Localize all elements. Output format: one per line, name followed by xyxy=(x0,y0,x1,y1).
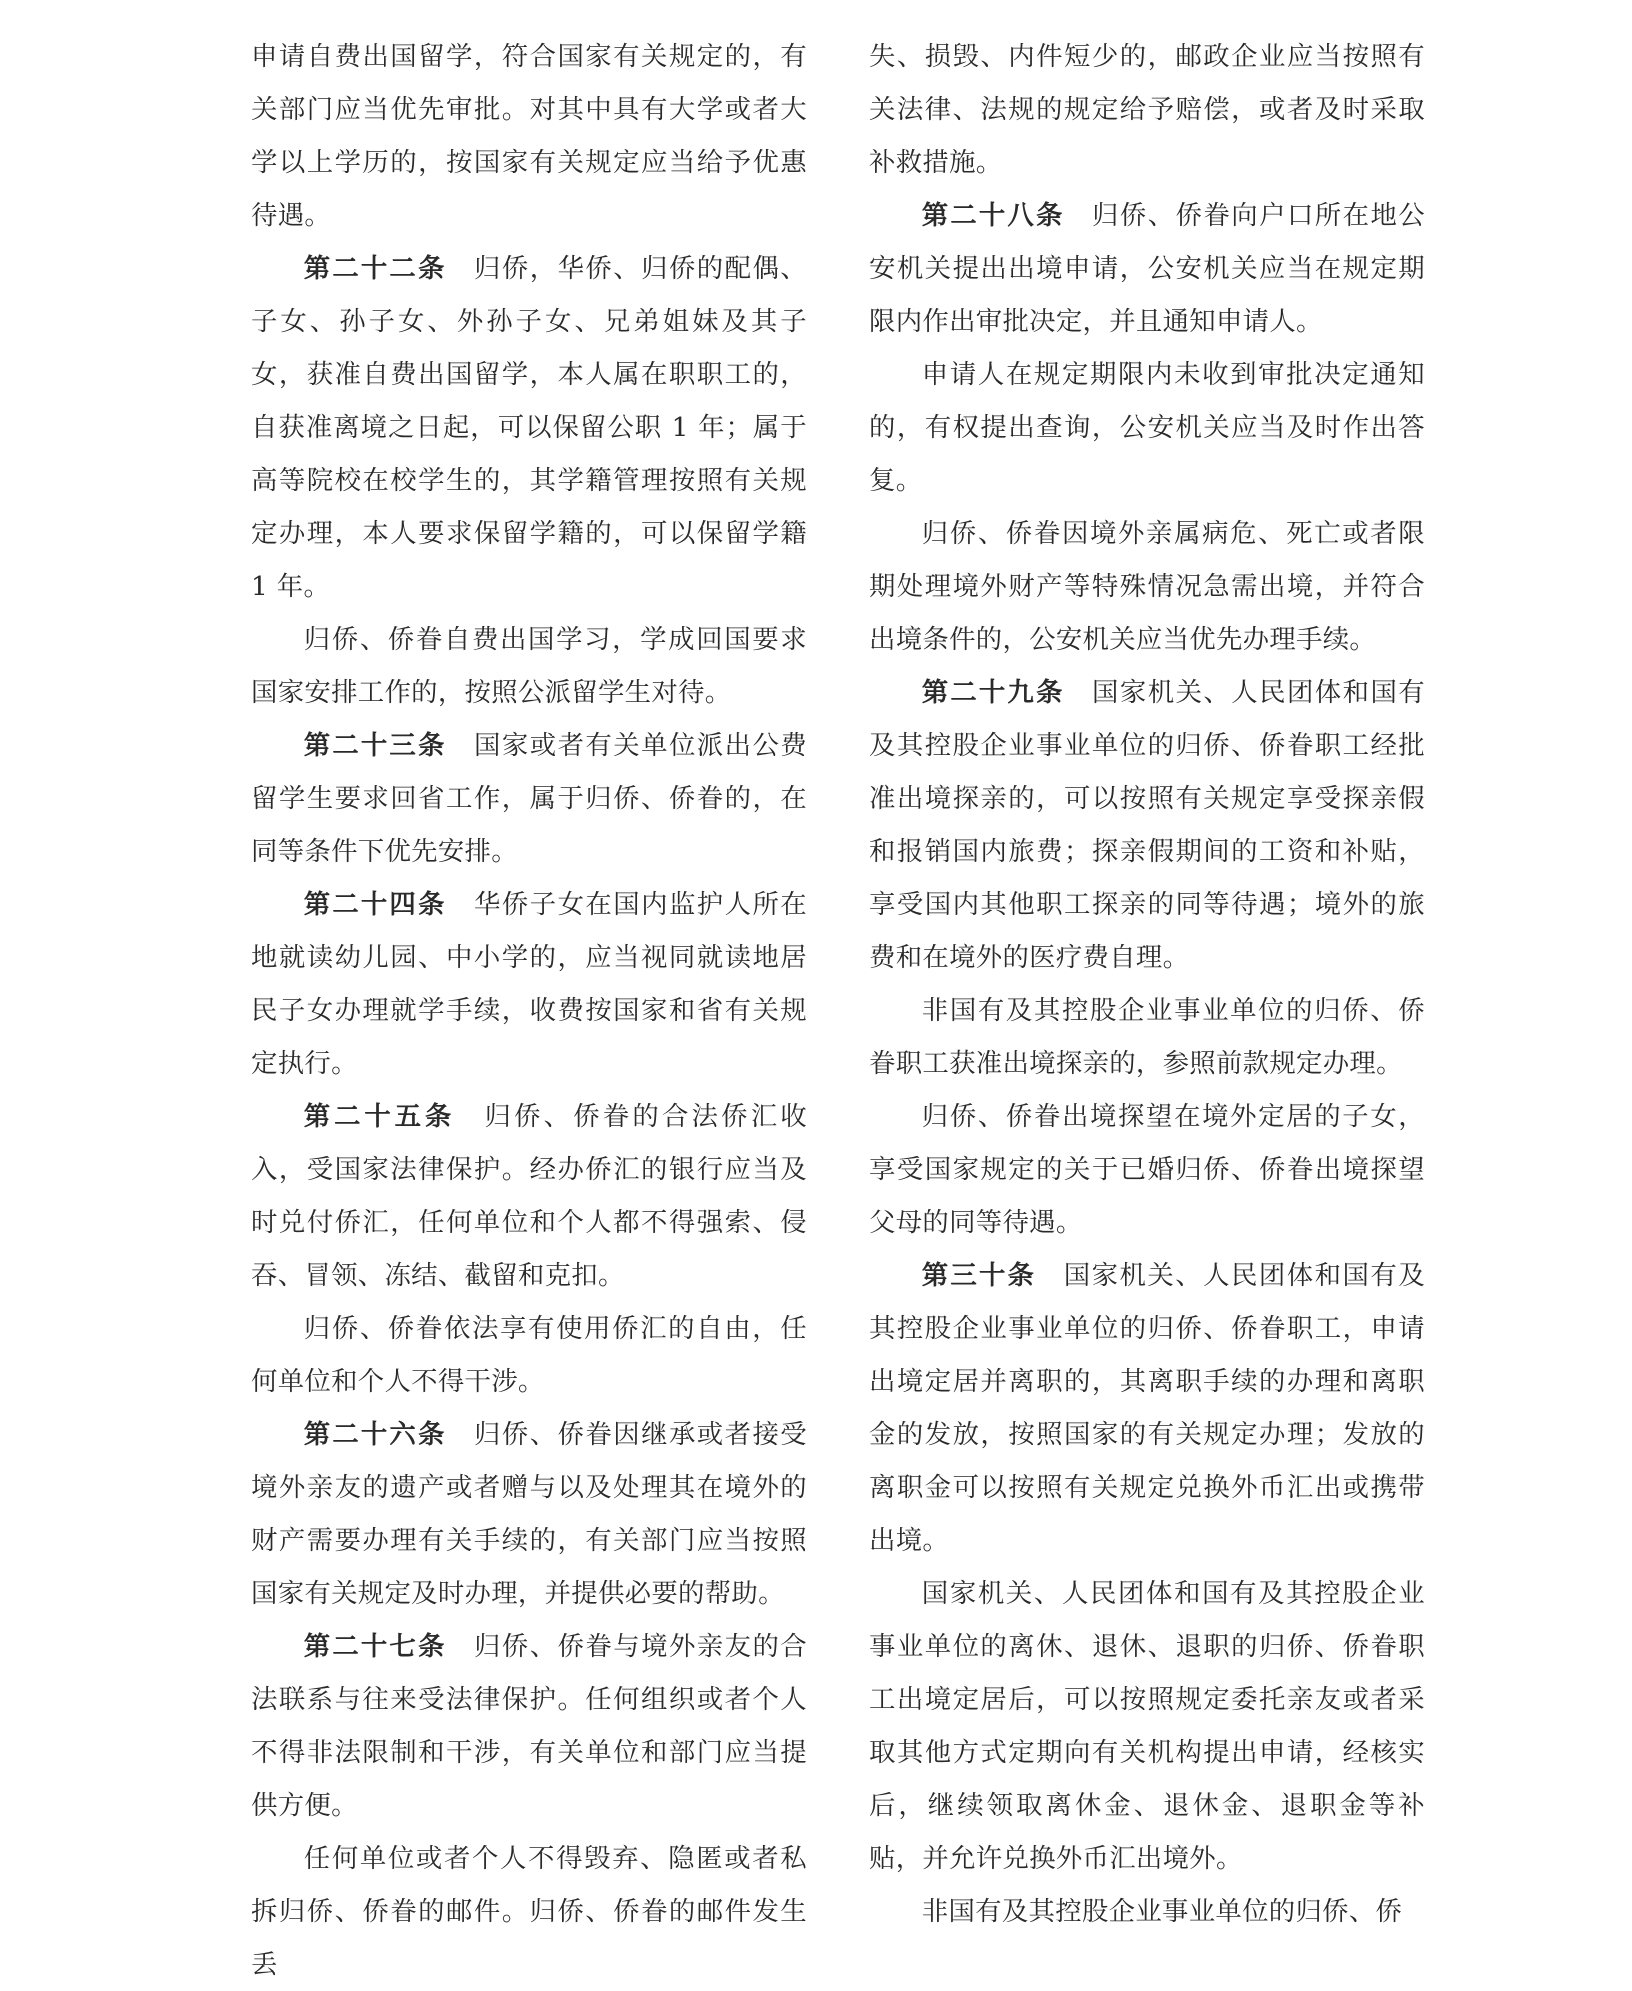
paragraph-text: 归侨、侨眷出境探望在境外定居的子女，享受国家规定的关于已婚归侨、侨眷出境探望父母的同等待遇。 xyxy=(869,1101,1425,1238)
paragraph xyxy=(251,613,807,719)
article-heading: 第二十五条 xyxy=(303,1101,456,1132)
paragraph-text: 国家或者有关单位派出公费留学生要求回省工作，属于归侨、侨眷的，在同等条件下优先安排。 xyxy=(251,730,808,867)
paragraph-text: 国家机关、人民团体和国有及其控股企业事业单位的离休、退休、退职的归侨、侨眷职工出境定居后，可以按照规定委托亲友或者采取其他方式定期向有关机构提出申请，经核实后，继续领取离休金、退休金、退职金等补贴，并允许兑换外币汇出境外。 xyxy=(869,1578,1425,1874)
paragraph xyxy=(869,1567,1425,1885)
article-heading: 第二十四条 xyxy=(303,889,447,920)
article-paragraph xyxy=(251,878,807,1090)
paragraph xyxy=(251,1302,807,1408)
paragraph xyxy=(251,30,807,242)
article-heading: 第二十七条 xyxy=(303,1631,447,1662)
article-heading: 第二十九条 xyxy=(921,677,1065,708)
paragraph-text: 归侨，华侨、归侨的配偶、子女、孙子女、外孙子女、兄弟姐妹及其子女，获准自费出国留学，本人属在职职工的，自获准离境之日起，可以保留公职 1 年；属于高等院校在校学生的，其学籍管理按照有关规定办理，本人要求保留学籍的，可以保留学籍 1 年。 xyxy=(251,253,808,602)
paragraph-text: 非国有及其控股企业事业单位的归侨、侨 xyxy=(921,1896,1403,1927)
article-paragraph xyxy=(251,719,807,878)
left-column xyxy=(251,30,807,1991)
paragraph-text: 归侨、侨眷自费出国学习，学成回国要求国家安排工作的，按照公派留学生对待。 xyxy=(251,624,807,708)
article-paragraph xyxy=(251,242,807,613)
paragraph xyxy=(869,1885,1425,1938)
article-heading: 第二十二条 xyxy=(303,253,447,284)
article-heading: 第三十条 xyxy=(921,1260,1037,1291)
paragraph-text: 归侨、侨眷向户口所在地公安机关提出出境申请，公安机关应当在规定期限内作出审批决定，并且通知申请人。 xyxy=(869,200,1426,337)
paragraph-text: 国家机关、人民团体和国有及其控股企业事业单位的归侨、侨眷职工经批准出境探亲的，可以按照有关规定享受探亲假和报销国内旅费；探亲假期间的工资和补贴，享受国内其他职工探亲的同等待遇；境外的旅费和在境外的医疗费自理。 xyxy=(869,677,1426,973)
paragraph-text: 归侨、侨眷因境外亲属病危、死亡或者限期处理境外财产等特殊情况急需出境，并符合出境条件的，公安机关应当优先办理手续。 xyxy=(869,518,1425,655)
paragraph-text: 归侨、侨眷的合法侨汇收入，受国家法律保护。经办侨汇的银行应当及时兑付侨汇，任何单位和个人都不得强索、侵吞、冒领、冻结、截留和克扣。 xyxy=(251,1101,807,1291)
paragraph-text: 华侨子女在国内监护人所在地就读幼儿园、中小学的，应当视同就读地居民子女办理就学手续，收费按国家和省有关规定执行。 xyxy=(251,889,808,1079)
paragraph-text: 归侨、侨眷与境外亲友的合法联系与往来受法律保护。任何组织或者个人不得非法限制和干涉，有关单位和部门应当提供方便。 xyxy=(251,1631,808,1821)
article-paragraph xyxy=(251,1408,807,1620)
article-paragraph xyxy=(869,1249,1425,1567)
article-paragraph xyxy=(869,666,1425,984)
article-paragraph xyxy=(251,1620,807,1832)
paragraph xyxy=(869,348,1425,507)
paragraph-text: 国家机关、人民团体和国有及其控股企业事业单位的归侨、侨眷职工，申请出境定居并离职的，其离职手续的办理和离职金的发放，按照国家的有关规定办理；发放的离职金可以按照有关规定兑换外币汇出或携带出境。 xyxy=(869,1260,1426,1556)
article-heading: 第二十六条 xyxy=(303,1419,447,1450)
paragraph xyxy=(869,30,1425,189)
paragraph-text: 申请人在规定期限内未收到审批决定通知的，有权提出查询，公安机关应当及时作出答复。 xyxy=(869,359,1425,496)
paragraph-text: 非国有及其控股企业事业单位的归侨、侨眷职工获准出境探亲的，参照前款规定办理。 xyxy=(869,995,1425,1079)
paragraph-text: 失、损毁、内件短少的，邮政企业应当按照有关法律、法规的规定给予赔偿，或者及时采取补救措施。 xyxy=(869,41,1425,178)
paragraph xyxy=(869,507,1425,666)
paragraph xyxy=(251,1832,807,1991)
paragraph-text: 任何单位或者个人不得毁弃、隐匿或者私拆归侨、侨眷的邮件。归侨、侨眷的邮件发生丢 xyxy=(251,1843,807,1980)
paragraph-text: 归侨、侨眷依法享有使用侨汇的自由，任何单位和个人不得干涉。 xyxy=(251,1313,807,1397)
paragraph-text: 申请自费出国留学，符合国家有关规定的，有关部门应当优先审批。对其中具有大学或者大学以上学历的，按国家有关规定应当给予优惠待遇。 xyxy=(251,41,807,231)
article-heading: 第二十三条 xyxy=(303,730,447,761)
paragraph xyxy=(869,1090,1425,1249)
paragraph xyxy=(869,984,1425,1090)
article-heading: 第二十八条 xyxy=(921,200,1065,231)
article-paragraph xyxy=(251,1090,807,1302)
paragraph-text: 归侨、侨眷因继承或者接受境外亲友的遗产或者赠与以及处理其在境外的财产需要办理有关手续的，有关部门应当按照国家有关规定及时办理，并提供必要的帮助。 xyxy=(251,1419,808,1609)
right-column xyxy=(869,30,1425,1938)
article-paragraph xyxy=(869,189,1425,348)
